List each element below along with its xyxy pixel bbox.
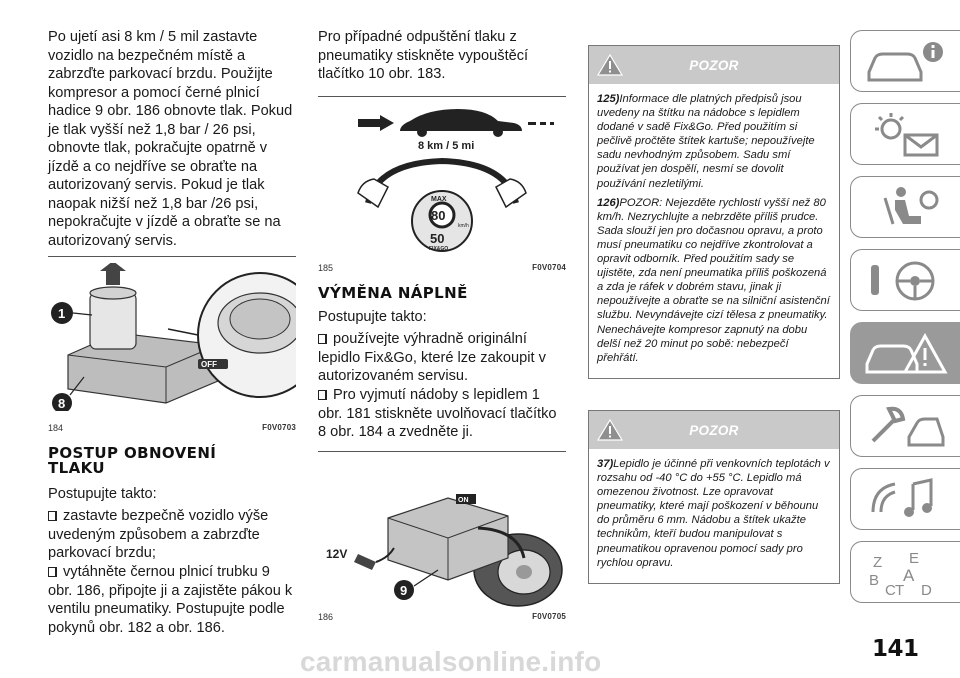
warning-item [597,196,831,365]
figure-code: F0V0703 [262,423,296,432]
compressor-illustration [48,263,296,411]
warning-item-text: POZOR: Nejezděte rychlostí vyšší než 80 km/h. Nezrychlujte a nebrzděte příliš prudce. Sada slouží jen pro dočasnou opravu, a proto musí pneumatiku co nejdříve zkontrolovat a opravit odborník. Před použitím sady se ujistěte, zda není pneumatika příliš poškozená a zda je ráfek v dobrém stavu, jinak ji nepoužívejte a obraťte se na silniční asistenční službu. Nevyndávejte cizí tělesa z pneumatiky. Nenechávejte kompresor zapnutý na dobu delší než 20 minut po sobě: nebezpečí přehřátí. [597,196,830,364]
intro-paragraph: Po ujetí asi 8 km / 5 mil zastavte vozidlo na bezpečném místě a zabrzďte parkovací brzdu. Použijte kompresor a pomocí černé plnicí hadice 9 obr. 186 obnovte tlak. Pokud je tlak vyšší než 1,8 bar / 26 psi, obnovte tlak, pokračujte opatrně v jízdě a co nejdříve se obraťte na autorizovaný servis. Pokud je tlak naopak nižší než 1,8 bar /26 psi, nepokračujte v jízdě a obraťte se na autorizovaný servis. [48,29,293,249]
figure-185 [318,96,566,273]
tab-multimedia[interactable] [850,468,960,530]
warning-item [597,457,831,570]
warning-item-id: 37) [597,458,614,470]
tab-start-drive[interactable] [850,249,960,311]
bullet-icon [318,334,327,344]
index-letter: B [869,572,880,589]
warning-header [589,46,839,84]
bullet-icon [48,567,57,577]
callout-9: 9 [400,583,408,598]
watermark: carmanualsonline.info [300,646,602,677]
tab-emergency[interactable] [850,322,960,384]
value-50: 50 [430,231,445,246]
bullet-text: Pro vyjmutí nádoby s lepidlem 1 obr. 181 stiskněte uvolňovací tlačítko 8 obr. 184 a zvedněte ji. [318,387,557,440]
tyre-inflation-illustration [318,458,566,608]
kmh-label: km/h [458,223,469,229]
bullet-text: zastavte bezpečně vozidlo výše uvedeným způsobem a zabrzďte parkovací brzdu; [48,508,269,561]
index-letter: C [885,582,896,597]
tab-warning-lights[interactable] [850,103,960,165]
lead-text: Postupujte takto: [48,486,157,502]
max-label: MAX [431,196,447,203]
tab-index[interactable] [850,541,960,603]
seat-airbag-icon [865,184,951,232]
speed-limit-illustration [318,103,566,253]
index-icon [865,549,951,597]
lead-text: Postupujte takto: [318,309,427,325]
bullet-text: používejte výhradně originální lepidlo Fix&Go, které lze zakoupit v autorizovaném servisu. [318,331,546,384]
figure-number: 186 [318,612,334,622]
bullet-item-2 [318,386,568,442]
warning-title: POZOR [689,58,739,73]
warning-header [589,411,839,449]
figure-number: 184 [48,423,64,433]
on-label: ON [458,497,469,504]
bullet-text: vytáhněte černou plnicí trubku 9 obr. 186, připojte ji a zajistěte pákou k ventilu pneumatiky. Postupujte podle pokynů obr. 182 a obr. 186. [48,564,293,636]
warning-body [589,449,839,583]
index-letter: A [903,566,915,585]
figure-184 [48,256,296,433]
car-info-icon [865,38,951,86]
index-letter: T [895,582,905,597]
warning-body [589,84,839,378]
tab-seat-airbag[interactable] [850,176,960,238]
warning-item-id: 125) [597,93,620,105]
warning-item-text: Lepidlo je účinné při venkovních teplotách v rozsahu od -40 °C do +55 °C. Lepidlo má omezenou životnost. Lze opravovat pneumatiky, které mají poškození v běhounu do průměru 6 mm. Nádobu a štítek ukažte technikům, kteří budou manipulovat s pneumatikou opravenou pomocí sady pro rychlou opravu. [597,458,830,569]
fixgo-label: FIX&GO [429,246,449,252]
bullet-item-1 [48,507,298,563]
index-letter: D [921,582,932,597]
emergency-icon [865,330,951,378]
index-letter: E [909,550,920,567]
figure-code: F0V0705 [532,612,566,621]
figure-caption [48,423,296,433]
figure-code: F0V0704 [532,263,566,272]
callout-1: 1 [58,306,66,321]
speed-label: 8 km / 5 mi [418,140,475,152]
12v-label: 12V [326,547,348,561]
warning-box-1 [588,45,840,379]
start-drive-icon [865,257,951,305]
section-heading-2: VÝMĚNA NÁPLNĚ [318,284,468,302]
warning-item-id: 126) [597,196,620,209]
tab-car-info[interactable] [850,30,960,92]
warning-box-2 [588,410,840,584]
heading-line-2: TLAKU [48,459,105,477]
bullet-item-2 [48,563,298,637]
figure-caption [318,263,566,273]
value-80: 80 [431,208,446,223]
off-label: OFF [201,360,217,369]
figure-186 [318,451,566,622]
heading-line-1: POSTUP OBNOVENÍ [48,444,217,462]
warning-item-text: Informace dle platných předpisů jsou uvedeny na štítku na nádobce s lepidlem dodané v sadě Fix&Go. Před použitím si pečlivě pročtěte štítek kartuše; nepoužívejte sadu nevhodným způsobem. Sadu smí používat jen dospělí, nesmí se dovolit používání nezletilými. [597,93,815,190]
figure-number: 185 [318,263,334,273]
index-letter: Z [873,554,883,571]
section-heading-1 [48,446,216,476]
intro-paragraph: Pro případné odpuštění tlaku z pneumatiky stiskněte vypouštěcí tlačítko 10 obr. 183. [318,29,529,82]
warning-item [597,92,831,191]
figure-caption [318,612,566,622]
chapter-tabs [850,30,960,618]
warning-lights-icon [865,111,951,159]
page-number: 141 [872,636,919,662]
multimedia-icon [865,476,951,524]
tab-maintenance[interactable] [850,395,960,457]
bullet-icon [48,511,57,521]
warning-title: POZOR [689,423,739,438]
bullet-item-1 [318,330,568,386]
bullet-icon [318,390,327,400]
callout-8: 8 [58,396,66,411]
maintenance-icon [865,403,951,451]
